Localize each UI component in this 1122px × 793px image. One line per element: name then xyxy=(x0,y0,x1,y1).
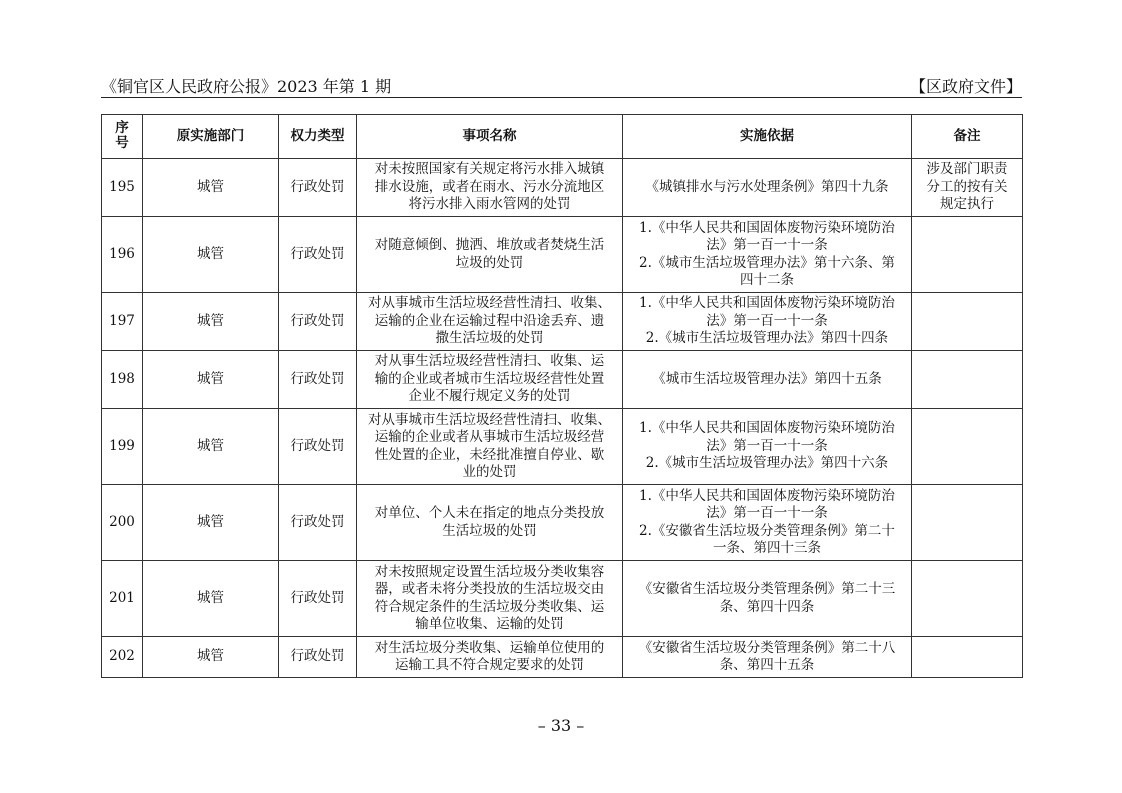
basis-line: 2.《城市生活垃圾管理办法》第十六条、第 xyxy=(639,254,895,271)
basis-line: 《城镇排水与污水处理条例》第四十九条 xyxy=(645,178,889,195)
name-line: 性处置的企业，未经批准擅自停业、歇 xyxy=(374,446,605,463)
department-cell: 城管 xyxy=(143,637,279,678)
row-number-cell: 195 xyxy=(102,159,143,217)
basis-line: 法》第一百一十一条 xyxy=(706,237,828,253)
name-line: 对从事生活垃圾经营性清扫、收集、运 xyxy=(374,353,605,370)
basis-line: 2.《安徽省生活垃圾分类管理条例》第二十 xyxy=(639,522,895,539)
basis-line: 法》第一百一十一条 xyxy=(706,505,828,521)
power-type-cell: 行政处罚 xyxy=(279,637,357,678)
name-line: 排水设施，或者在雨水、污水分流地区 xyxy=(374,178,605,195)
name-line: 输的企业或者城市生活垃圾经营性处置 xyxy=(374,370,605,387)
basis-line: 《安徽省生活垃圾分类管理条例》第二十三 xyxy=(638,581,896,597)
basis-line: 2.《城市生活垃圾管理办法》第四十四条 xyxy=(645,330,889,347)
col-header-dept: 原实施部门 xyxy=(143,115,279,159)
item-name-cell xyxy=(357,409,623,485)
basis-line: 1.《中华人民共和国固体废物污染环境防治 xyxy=(639,219,895,236)
item-name-cell xyxy=(357,637,623,678)
basis-line: 《安徽省生活垃圾分类管理条例》第二十八 xyxy=(638,639,896,656)
name-line: 对单位、个人未在指定的地点分类投放 xyxy=(374,505,605,521)
legal-basis-cell xyxy=(623,409,912,485)
section-label: 【区政府文件】 xyxy=(909,77,1022,96)
name-line: 企业不履行规定义务的处罚 xyxy=(408,388,571,405)
basis-line: 2.《城市生活垃圾管理办法》第四十六条 xyxy=(645,455,889,472)
remark-cell xyxy=(912,561,1023,637)
name-line: 运输工具不符合规定要求的处罚 xyxy=(395,657,584,673)
bulletin-title: 《铜官区人民政府公报》2023 年第 1 期 xyxy=(101,77,392,96)
item-name-cell xyxy=(357,159,623,217)
col-header-basis: 实施依据 xyxy=(623,115,912,159)
name-line: 运输的企业或者从事城市生活垃圾经营 xyxy=(374,429,605,445)
remark-cell xyxy=(912,351,1023,409)
item-name-cell xyxy=(357,485,623,561)
col-header-type: 权力类型 xyxy=(279,115,357,159)
department-cell: 城管 xyxy=(143,351,279,409)
name-line: 将污水排入雨水管网的处罚 xyxy=(408,196,571,213)
table-row xyxy=(102,217,1023,293)
name-line: 对从事城市生活垃圾经营性清扫、收集、 xyxy=(368,411,611,428)
basis-line: 条、第四十五条 xyxy=(719,657,815,673)
name-line: 运输的企业在运输过程中沿途丢弃、遗 xyxy=(374,312,605,329)
remark-cell xyxy=(912,409,1023,485)
remark-cell xyxy=(912,217,1023,293)
table-row xyxy=(102,159,1023,217)
power-type-cell: 行政处罚 xyxy=(279,293,357,351)
item-name-cell xyxy=(357,561,623,637)
basis-line: 《城市生活垃圾管理办法》第四十五条 xyxy=(652,370,882,387)
name-line: 对随意倾倒、抛洒、堆放或者焚烧生活 xyxy=(374,237,605,253)
legal-basis-cell xyxy=(623,485,912,561)
col-header-name: 事项名称 xyxy=(357,115,623,159)
legal-basis-cell xyxy=(623,217,912,293)
legal-basis-cell xyxy=(623,637,912,678)
table-row xyxy=(102,561,1023,637)
table-row xyxy=(102,351,1023,409)
power-items-table xyxy=(101,114,1023,678)
note-line: 分工的按有关 xyxy=(926,178,1008,195)
table-row xyxy=(102,293,1023,351)
power-type-cell: 行政处罚 xyxy=(279,159,357,217)
name-line: 生活垃圾的处罚 xyxy=(442,522,537,539)
page-header xyxy=(101,76,1022,98)
note-line: 涉及部门职责 xyxy=(926,161,1008,178)
page-number: – 33 – xyxy=(537,716,585,735)
power-type-cell: 行政处罚 xyxy=(279,485,357,561)
remark-cell xyxy=(912,637,1023,678)
note-line: 规定执行 xyxy=(940,196,994,213)
remark-cell xyxy=(912,485,1023,561)
remark-cell xyxy=(912,159,1023,217)
name-line: 对从事城市生活垃圾经营性清扫、收集、 xyxy=(368,295,611,312)
item-name-cell xyxy=(357,217,623,293)
power-type-cell: 行政处罚 xyxy=(279,561,357,637)
header-divider xyxy=(101,97,1022,98)
item-name-cell xyxy=(357,293,623,351)
basis-line: 1.《中华人民共和国固体废物污染环境防治 xyxy=(639,295,895,312)
legal-basis-cell xyxy=(623,159,912,217)
basis-line: 1.《中华人民共和国固体废物污染环境防治 xyxy=(639,420,895,437)
department-cell: 城管 xyxy=(143,159,279,217)
row-number-cell: 201 xyxy=(102,561,143,637)
row-number-cell: 200 xyxy=(102,485,143,561)
row-number-cell: 197 xyxy=(102,293,143,351)
row-number-cell: 202 xyxy=(102,637,143,678)
basis-line: 法》第一百一十一条 xyxy=(706,437,828,454)
remark-cell xyxy=(912,293,1023,351)
legal-basis-cell xyxy=(623,293,912,351)
row-number-cell: 196 xyxy=(102,217,143,293)
basis-line: 法》第一百一十一条 xyxy=(706,312,828,329)
table-row xyxy=(102,485,1023,561)
table-row xyxy=(102,409,1023,485)
department-cell: 城管 xyxy=(143,409,279,485)
item-name-cell xyxy=(357,351,623,409)
row-number-cell: 199 xyxy=(102,409,143,485)
name-line: 对未按照国家有关规定将污水排入城镇 xyxy=(374,161,605,178)
name-line: 输单位收集、运输的处罚 xyxy=(415,616,564,632)
basis-line: 1.《中华人民共和国固体废物污染环境防治 xyxy=(639,487,895,504)
table-header-row xyxy=(102,115,1023,159)
power-type-cell: 行政处罚 xyxy=(279,351,357,409)
name-line: 对生活垃圾分类收集、运输单位使用的 xyxy=(374,639,605,656)
department-cell: 城管 xyxy=(143,561,279,637)
row-number-cell: 198 xyxy=(102,351,143,409)
power-type-cell: 行政处罚 xyxy=(279,409,357,485)
department-cell: 城管 xyxy=(143,293,279,351)
col-header-note: 备注 xyxy=(912,115,1023,159)
legal-basis-cell xyxy=(623,561,912,637)
name-line: 业的处罚 xyxy=(462,464,517,480)
col-header-no: 序号 xyxy=(102,115,143,159)
basis-line: 条、第四十四条 xyxy=(719,598,815,615)
name-line: 对未按照规定设置生活垃圾分类收集容 xyxy=(374,563,605,580)
basis-line: 一条、第四十三条 xyxy=(713,540,821,556)
legal-basis-cell xyxy=(623,351,912,409)
department-cell: 城管 xyxy=(143,485,279,561)
name-line: 器，或者未将分类投放的生活垃圾交由 xyxy=(374,581,605,597)
power-type-cell: 行政处罚 xyxy=(279,217,357,293)
table-row xyxy=(102,637,1023,678)
department-cell: 城管 xyxy=(143,217,279,293)
name-line: 垃圾的处罚 xyxy=(455,254,524,271)
name-line: 符合规定条件的生活垃圾分类收集、运 xyxy=(374,598,605,615)
basis-line: 四十二条 xyxy=(740,272,794,288)
name-line: 撒生活垃圾的处罚 xyxy=(435,330,544,347)
